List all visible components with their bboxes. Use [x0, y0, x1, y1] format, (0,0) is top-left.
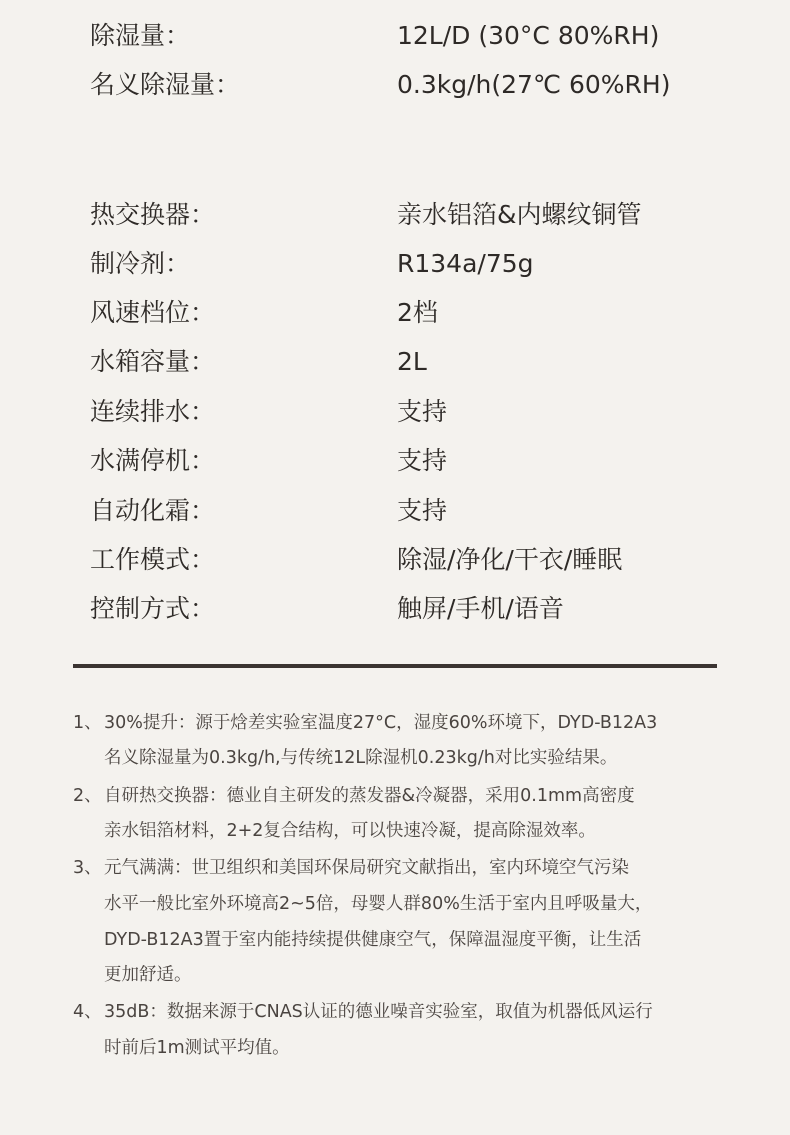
spec-row: [0, 242, 790, 286]
spec-label: 控制方式：: [90, 594, 216, 623]
footnote-text: 水平一般比室外环境高2~5倍，母婴人群80%生活于室内且呼吸量大，: [104, 894, 653, 914]
footnote-text: 35dB：数据来源于CNAS认证的德业噪音实验室，取值为机器低风运行: [104, 1002, 653, 1022]
spec-label: 除湿量：: [90, 21, 191, 50]
section-divider: [73, 664, 717, 668]
spec-value: R134a/75g: [397, 249, 534, 278]
spec-row: [0, 538, 790, 582]
footnote-text: 更加舒适。: [104, 965, 192, 985]
spec-value: 亲水铝箔&内螺纹铜管: [397, 200, 642, 229]
spec-label: 名义除湿量：: [90, 70, 241, 99]
spec-label: 工作模式：: [90, 545, 216, 574]
spec-label: 自动化霜：: [90, 496, 216, 525]
footnote-text: 30%提升：源于焓差实验室温度27°C，湿度60%环境下，DYD-B12A3: [104, 713, 658, 733]
footnote-text: 元气满满：世卫组织和美国环保局研究文献指出，室内环境空气污染: [104, 858, 629, 878]
spec-row: [0, 291, 790, 335]
footnote-number: 4、: [73, 1002, 102, 1022]
spec-value: 0.3kg/h(27℃ 60%RH): [397, 70, 671, 99]
spec-row: [0, 587, 790, 631]
spec-row: [0, 489, 790, 533]
spec-row: [0, 14, 790, 58]
spec-row: [0, 390, 790, 434]
spec-label: 风速档位：: [90, 298, 216, 327]
spec-label: 连续排水：: [90, 397, 216, 426]
footnote-number: 2、: [73, 786, 102, 806]
footnote-text: 亲水铝箔材料，2+2复合结构，可以快速冷凝，提高除湿效率。: [104, 821, 596, 841]
spec-label: 水满停机：: [90, 446, 216, 475]
spec-row: [0, 63, 790, 107]
footnote-text: 自研热交换器：德业自主研发的蒸发器&冷凝器，采用0.1mm高密度: [104, 786, 635, 806]
spec-value: 支持: [397, 496, 448, 525]
spec-label: 制冷剂：: [90, 249, 191, 278]
footnote-text: 名义除湿量为0.3kg/h,与传统12L除湿机0.23kg/h对比实验结果。: [104, 748, 618, 768]
footnote-number: 1、: [73, 713, 102, 733]
spec-label: 水箱容量：: [90, 347, 216, 376]
spec-value: 12L/D (30°C 80%RH): [397, 21, 660, 50]
spec-row: [0, 193, 790, 237]
spec-value: 支持: [397, 446, 448, 475]
footnote-number: 3、: [73, 858, 102, 878]
spec-value: 支持: [397, 397, 448, 426]
footnote-text: 时前后1m测试平均值。: [104, 1038, 290, 1058]
spec-value: 2L: [397, 347, 427, 376]
spec-row: [0, 340, 790, 384]
spec-value: 除湿/净化/干衣/睡眠: [397, 545, 623, 574]
footnote-text: DYD-B12A3置于室内能持续提供健康空气，保障温湿度平衡，让生活: [104, 930, 642, 950]
spec-value: 触屏/手机/语音: [397, 594, 564, 623]
spec-label: 热交换器：: [90, 200, 216, 229]
spec-row: [0, 439, 790, 483]
spec-value: 2档: [397, 298, 438, 327]
